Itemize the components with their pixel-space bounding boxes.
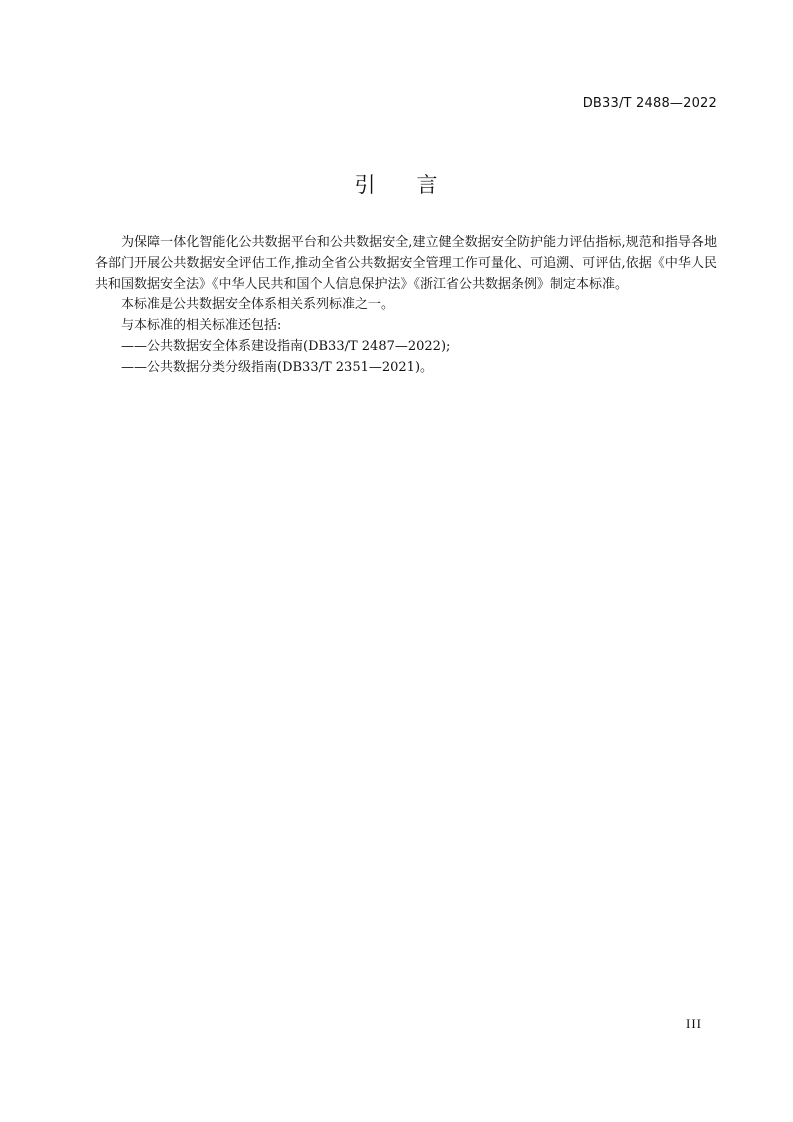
- introduction-body: [95, 233, 717, 379]
- page-number: III: [686, 1016, 702, 1031]
- document-code: DB33/T 2488—2022: [582, 96, 717, 111]
- title-char-1: 引: [354, 173, 377, 197]
- related-standard-item: ——公共数据安全体系建设指南(DB33/T 2487—2022);: [121, 338, 451, 354]
- page-title: [0, 169, 793, 199]
- paragraph-series: 本标准是公共数据安全体系相关系列标准之一。: [121, 297, 395, 313]
- title-char-2: 言: [416, 173, 439, 197]
- paragraph-related-intro: 与本标准的相关标准还包括:: [121, 318, 282, 334]
- related-standard-item: ——公共数据分类分级指南(DB33/T 2351—2021)。: [121, 359, 434, 375]
- paragraph-purpose: 为保障一体化智能化公共数据平台和公共数据安全,建立健全数据安全防护能力评估指标,规范和指导各地各部门开展公共数据安全评估工作,推动全省公共数据安全管理工作可量化、可追溯、可评估,依据《中华人民共和国数据安全法》《中华人民共和国个人信息保护法》《浙江省公共数据条例》制定本标准。: [95, 235, 717, 292]
